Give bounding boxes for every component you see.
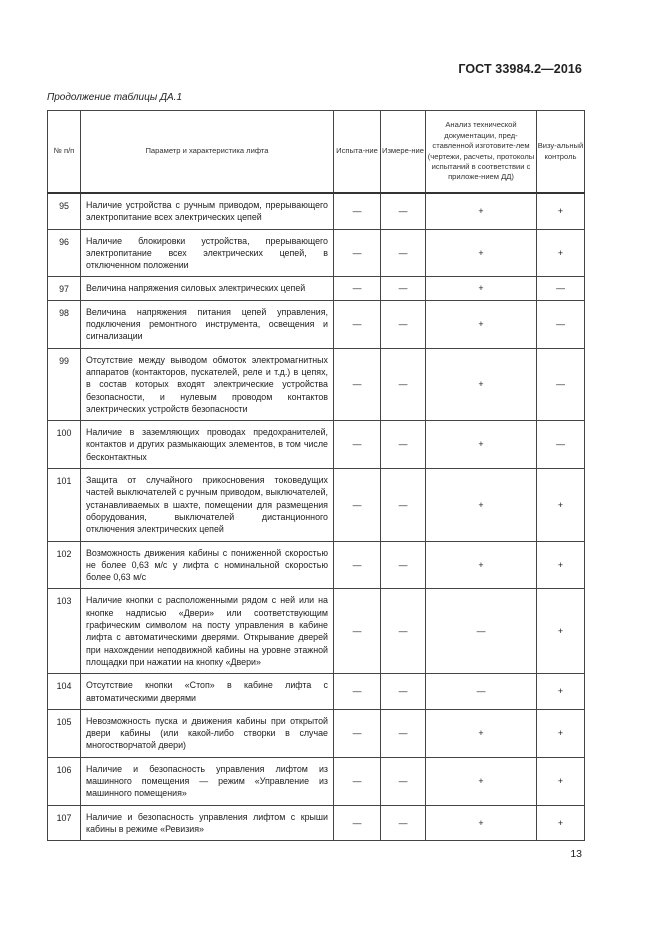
row-measurement: —	[381, 674, 426, 710]
row-measurement: —	[381, 709, 426, 757]
row-measurement: —	[381, 348, 426, 420]
row-doc-analysis: +	[426, 277, 537, 300]
row-visual: —	[537, 348, 585, 420]
row-parameter: Наличие кнопки с расположенными рядом с ней или на кнопке надписью «Двери» или соответствующим графическим символом на посту управления в кабине лифта с автоматическими дверями. Открывание дверей при нахождении неподвижной кабины на уровне этажной площадки при нажатии на кнопку «Двери»	[81, 589, 334, 674]
row-measurement: —	[381, 589, 426, 674]
col-header-number: № п/п	[48, 111, 81, 194]
row-test: —	[334, 541, 381, 589]
table-row	[48, 421, 585, 469]
row-visual: +	[537, 193, 585, 229]
row-parameter: Защита от случайного прикосновения токоведущих частей выключателей с ручным приводом, выключателей, устанавливаемых в шахте, помещении для размещения оборудования, выключателей дистанционного отключения электрических цепей	[81, 469, 334, 541]
row-parameter: Наличие устройства с ручным приводом, прерывающего электропитание всех электрических цепей	[81, 193, 334, 229]
table-row	[48, 589, 585, 674]
row-test: —	[334, 277, 381, 300]
row-parameter: Возможность движения кабины с пониженной скоростью не более 0,63 м/с у лифта с номинальной скоростью более 0,63 м/с	[81, 541, 334, 589]
row-number: 95	[48, 193, 81, 229]
row-parameter: Величина напряжения силовых электрических цепей	[81, 277, 334, 300]
requirements-table	[47, 110, 585, 841]
row-test: —	[334, 348, 381, 420]
table-row	[48, 469, 585, 541]
row-doc-analysis: +	[426, 469, 537, 541]
table-row	[48, 300, 585, 348]
row-doc-analysis: +	[426, 348, 537, 420]
row-doc-analysis: —	[426, 589, 537, 674]
document-code: ГОСТ 33984.2—2016	[458, 62, 582, 76]
row-number: 97	[48, 277, 81, 300]
row-measurement: —	[381, 277, 426, 300]
row-measurement: —	[381, 469, 426, 541]
row-parameter: Наличие блокировки устройства, прерывающего электропитание всех электрических цепей, в отключенном положении	[81, 229, 334, 277]
row-number: 98	[48, 300, 81, 348]
row-number: 105	[48, 709, 81, 757]
row-visual: +	[537, 805, 585, 841]
row-doc-analysis: +	[426, 709, 537, 757]
row-visual: —	[537, 421, 585, 469]
row-number: 103	[48, 589, 81, 674]
table-caption: Продолжение таблицы ДА.1	[47, 92, 183, 103]
table-row	[48, 229, 585, 277]
col-header-measurement: Измере-ние	[381, 111, 426, 194]
col-header-visual: Визу-альный контроль	[537, 111, 585, 194]
row-test: —	[334, 300, 381, 348]
table-row	[48, 674, 585, 710]
table-row	[48, 541, 585, 589]
row-number: 96	[48, 229, 81, 277]
row-doc-analysis: +	[426, 541, 537, 589]
row-visual: +	[537, 469, 585, 541]
row-doc-analysis: —	[426, 674, 537, 710]
row-parameter: Наличие и безопасность управления лифтом с крыши кабины в режиме «Ревизия»	[81, 805, 334, 841]
row-parameter: Величина напряжения питания цепей управления, подключения ремонтного инструмента, освещения и сигнализации	[81, 300, 334, 348]
row-number: 100	[48, 421, 81, 469]
row-visual: +	[537, 757, 585, 805]
row-measurement: —	[381, 757, 426, 805]
row-parameter: Невозможность пуска и движения кабины при открытой двери кабины (или какой-либо створки в случае многостворчатой двери)	[81, 709, 334, 757]
row-doc-analysis: +	[426, 300, 537, 348]
row-visual: —	[537, 300, 585, 348]
row-test: —	[334, 805, 381, 841]
col-header-test: Испыта-ние	[334, 111, 381, 194]
row-visual: +	[537, 229, 585, 277]
table-row	[48, 277, 585, 300]
row-test: —	[334, 757, 381, 805]
row-doc-analysis: +	[426, 193, 537, 229]
row-number: 99	[48, 348, 81, 420]
row-visual: +	[537, 709, 585, 757]
row-measurement: —	[381, 541, 426, 589]
row-test: —	[334, 469, 381, 541]
row-number: 106	[48, 757, 81, 805]
row-number: 104	[48, 674, 81, 710]
table-row	[48, 757, 585, 805]
row-measurement: —	[381, 193, 426, 229]
row-doc-analysis: +	[426, 421, 537, 469]
row-test: —	[334, 193, 381, 229]
row-parameter: Отсутствие между выводом обмоток электромагнитных аппаратов (контакторов, пускателей, реле и т.д.) в цепях, в состав которых входят электрические устройства безопасности, и нулевым проводом контактов электрических устройств безопасности	[81, 348, 334, 420]
row-test: —	[334, 229, 381, 277]
table-row	[48, 709, 585, 757]
row-measurement: —	[381, 805, 426, 841]
table-row	[48, 193, 585, 229]
row-doc-analysis: +	[426, 229, 537, 277]
col-header-parameter: Параметр и характеристика лифта	[81, 111, 334, 194]
row-doc-analysis: +	[426, 805, 537, 841]
row-doc-analysis: +	[426, 757, 537, 805]
row-parameter: Наличие в заземляющих проводах предохранителей, контактов и других размыкающих элементов, в том числе бесконтактных	[81, 421, 334, 469]
row-visual: +	[537, 589, 585, 674]
page-number: 13	[570, 848, 582, 860]
row-number: 101	[48, 469, 81, 541]
row-test: —	[334, 421, 381, 469]
row-measurement: —	[381, 300, 426, 348]
row-visual: +	[537, 541, 585, 589]
row-test: —	[334, 589, 381, 674]
row-number: 107	[48, 805, 81, 841]
row-parameter: Наличие и безопасность управления лифтом из машинного помещения — режим «Управление из машинного помещения»	[81, 757, 334, 805]
row-test: —	[334, 709, 381, 757]
row-visual: —	[537, 277, 585, 300]
table-row	[48, 348, 585, 420]
row-test: —	[334, 674, 381, 710]
row-parameter: Отсутствие кнопки «Стоп» в кабине лифта с автоматическими дверями	[81, 674, 334, 710]
table-row	[48, 805, 585, 841]
row-number: 102	[48, 541, 81, 589]
col-header-doc-analysis: Анализ технической документации, пред-ставленной изготовите-лем (чертежи, расчеты, протоколы испытаний в соответствии с приложе-нием ДД)	[426, 111, 537, 194]
row-measurement: —	[381, 229, 426, 277]
table-header-row	[48, 111, 585, 194]
row-visual: +	[537, 674, 585, 710]
row-measurement: —	[381, 421, 426, 469]
